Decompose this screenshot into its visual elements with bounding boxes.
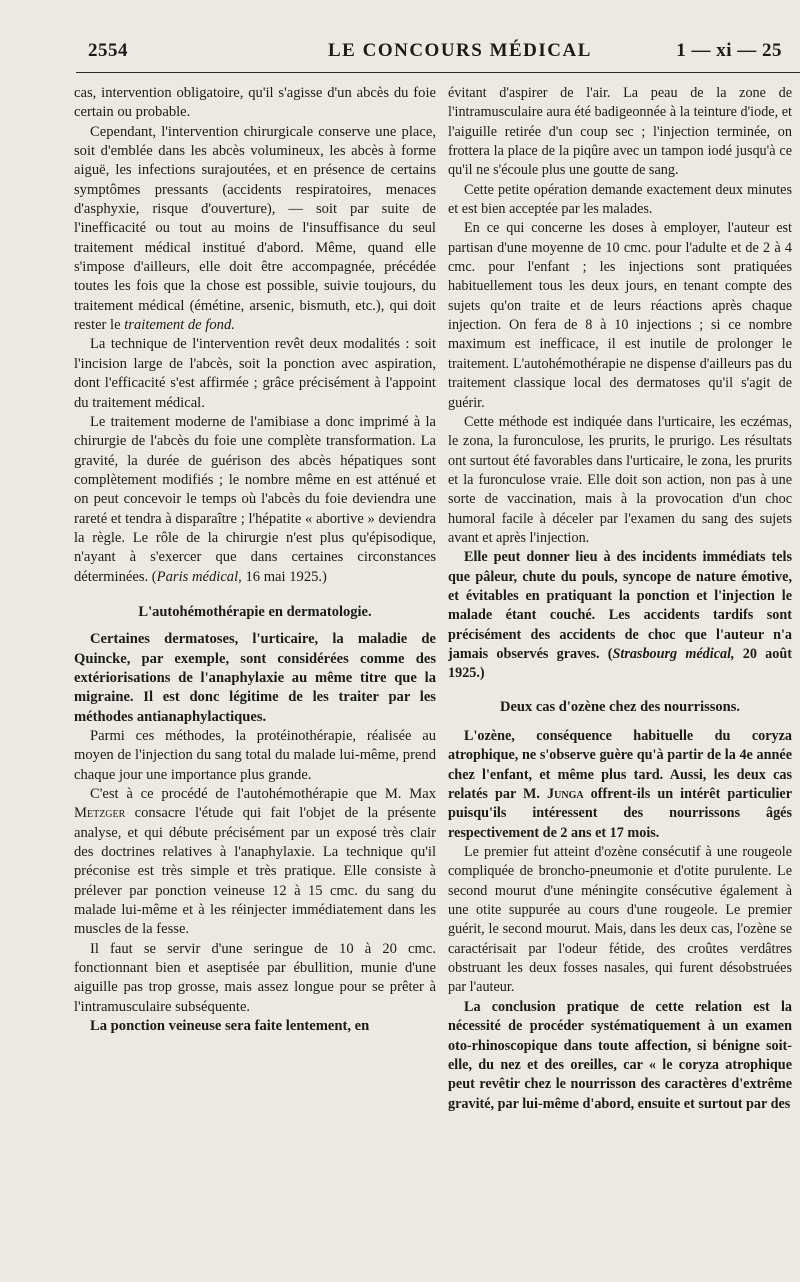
page-number: 2554 bbox=[88, 40, 128, 61]
lead-paragraph: Certaines dermatoses, l'urticaire, la maladie de Quincke, par exemple, sont considérées comme des extériorisations de l'anaphylaxie au même titre que la migraine. Il est donc légitime de les traiter par les méthodes antianaphylactiques. bbox=[74, 631, 436, 725]
paragraph: En ce qui concerne les doses à employer, l'auteur est partisan d'une moyenne de 10 cmc. pour l'adulte et de 2 à 4 cmc. pour l'enfant ; les injections sont pratiquées habituellement tous les deux jours, en tenant compte des sujets qu'on traite et de leurs réactions après chaque injection. On fera de 8 à 10 injections ; si ce nombre maximum est inefficace, il est inutile de prolonger le traitement. L'autohémothérapie ne dispense d'ailleurs pas du traitement classique local des dermatoses qu'il s'agit de guérir. bbox=[448, 220, 792, 411]
page-header bbox=[88, 40, 782, 66]
issue-date: 1 — xi — 25 bbox=[676, 40, 782, 61]
section-heading: Deux cas d'ozène chez des nourrissons. bbox=[499, 698, 741, 715]
source-citation: Strasbourg médical, bbox=[612, 645, 735, 662]
header-rule bbox=[76, 72, 800, 73]
paragraph: évitant d'aspirer de l'air. La peau de la zone de l'intramusculaire aura été badigeonnée à la teinture d'iode, et l'aiguille retirée d'un coup sec ; l'injection terminée, on frottera la place de la piqûre avec un tampon iodé jusqu'à ce qu'il ne s'écoule plus une goutte de sang. bbox=[448, 85, 792, 179]
paragraph: La conclusion pratique de cette relation est la nécessité de procéder systématiquement à un examen oto-rhinoscopique dans toute affection, si bénigne soit-elle, du nez et des oreilles, car « le coryza atrophique peut revêtir chez le nourrisson des caractères d'extrême gravité, par lui-même d'abord, ensuite et surtout par des bbox=[448, 998, 792, 1112]
paragraph: C'est à ce procédé de l'autohémothérapie que M. Max Metzger consacre l'étude qui fait l'objet de la présente analyse, et qui débute précisément par un exposé très clair des doctrines relatives à l'anaphylaxie. La technique qu'il préconise est très simple et très pratique. Elle consiste à prélever par ponction veineuse 12 à 15 cmc. du sang du malade lui-même et à les réinjecter immédiatement dans les muscles de la fesse. bbox=[74, 786, 436, 938]
author-name: Junga bbox=[547, 786, 584, 803]
paragraph: Cette petite opération demande exactement deux minutes et est bien acceptée par les malades. bbox=[448, 181, 792, 218]
source-citation: Paris médical, bbox=[156, 568, 242, 585]
paragraph: Elle peut donner lieu à des incidents immédiats tels que pâleur, chute du pouls, syncope de nature émotive, et évitables en pratiquant la ponction et l'injection le malade étant couché. Les accidents tardifs sont précisément des accidents de choc que l'auteur n'a jamais observés graves. (Strasbourg médical, 20 août 1925.) bbox=[448, 549, 792, 682]
left-column bbox=[74, 84, 436, 1262]
section-heading: L'autohémothérapie en dermatologie. bbox=[138, 603, 372, 620]
paragraph: Il faut se servir d'une seringue de 10 à 20 cmc. fonctionnant bien et aseptisée par ébullition, munie d'une aiguille pas trop grosse, mais assez longue pour se prêter à l'intramusculaire subséquente. bbox=[74, 940, 436, 1015]
paragraph: Parmi ces méthodes, la protéinothérapie, réalisée au moyen de l'injection du sang total du malade lui-même, prend chaque jour une importance plus grande. bbox=[74, 728, 436, 783]
paragraph: Cette méthode est indiquée dans l'urticaire, les eczémas, le zona, la furonculose, les prurits, le prurigo. Les résultats ont surtout été favorables dans l'urticaire, le zona, les prurits et la furonculose vraie. Elle doit son action, non pas à une sorte de vaccination, mais à la provocation d'un choc humoral facile à déceler par l'examen du sang des sujets avant et après l'injection. bbox=[448, 413, 792, 546]
lead-paragraph: L'ozène, conséquence habituelle du coryza atrophique, ne s'observe guère qu'à partir de la 4e année chez l'enfant, et même plus tard. Aussi, les deux cas relatés par M. Junga offrent-ils un intérêt particulier puisqu'ils intéressent des nourrissons âgés respectivement de 2 ans et 17 mois. bbox=[448, 728, 792, 841]
paragraph: Le premier fut atteint d'ozène consécutif à une rougeole compliquée de broncho-pneumonie et d'otite purulente. Le second mourut d'une méningite consécutive également à une otite suppurée au cours d'une rougeole. Le premier guérit, le second mourut. Mais, dans les deux cas, l'ozène se caractérisait par l'odeur fétide, des croûtes verdâtres obstruant les deux fosses nasales, qui furent désobstruées par l'auteur. bbox=[448, 844, 792, 996]
paragraph: cas, intervention obligatoire, qu'il s'agisse d'un abcès du foie certain ou probable. bbox=[74, 85, 436, 121]
paragraph: La ponction veineuse sera faite lentement, en bbox=[90, 1018, 370, 1035]
paragraph: Le traitement moderne de l'amibiase a donc imprimé à la chirurgie de l'abcès du foie une complète transformation. La gravité, la durée de guérison des abcès hépatiques sont complètement modifiés ; le nombre même en est atténué et on peut concevoir le temps où l'abcès du foie deviendra une rareté et tendra à disparaître ; l'hépatite « abortive » deviendra la règle. Le rôle de la chirurgie n'est plus qu'épisodique, n'ayant à s'exercer que dans certaines circonstances déterminées. (Paris médical, 16 mai 1925.) bbox=[74, 413, 436, 585]
paragraph: La technique de l'intervention revêt deux modalités : soit l'incision large de l'abcès, soit la ponction avec aspiration, dont l'efficacité s'est affirmée ; grâce précisément à l'appoint du traitement médical. bbox=[74, 336, 436, 411]
author-name: Metzger bbox=[74, 805, 126, 822]
paragraph: Cependant, l'intervention chirurgicale conserve une place, soit d'emblée dans les abcès volumineux, les abcès à forme aiguë, les infections surajoutées, et en présence de certains symptômes pressants (accidents respiratoires, menaces d'asphyxie, risque d'ouverture), — soit par suite de l'inefficacité ou tout au moins de l'insuffisance du seul traitement médical institué d'abord. Même, quand elle s'impose d'ailleurs, elle doit être accompagnée, précédée toutes les fois que la chose est possible, suivie toujours, du traitement médical (émétine, arsenic, bismuth, etc.), qui doit rester le traitement de fond. bbox=[74, 123, 436, 334]
right-column bbox=[448, 84, 792, 1262]
italic-term: traitement de fond. bbox=[124, 317, 235, 334]
journal-title: LE CONCOURS MÉDICAL bbox=[328, 40, 592, 61]
